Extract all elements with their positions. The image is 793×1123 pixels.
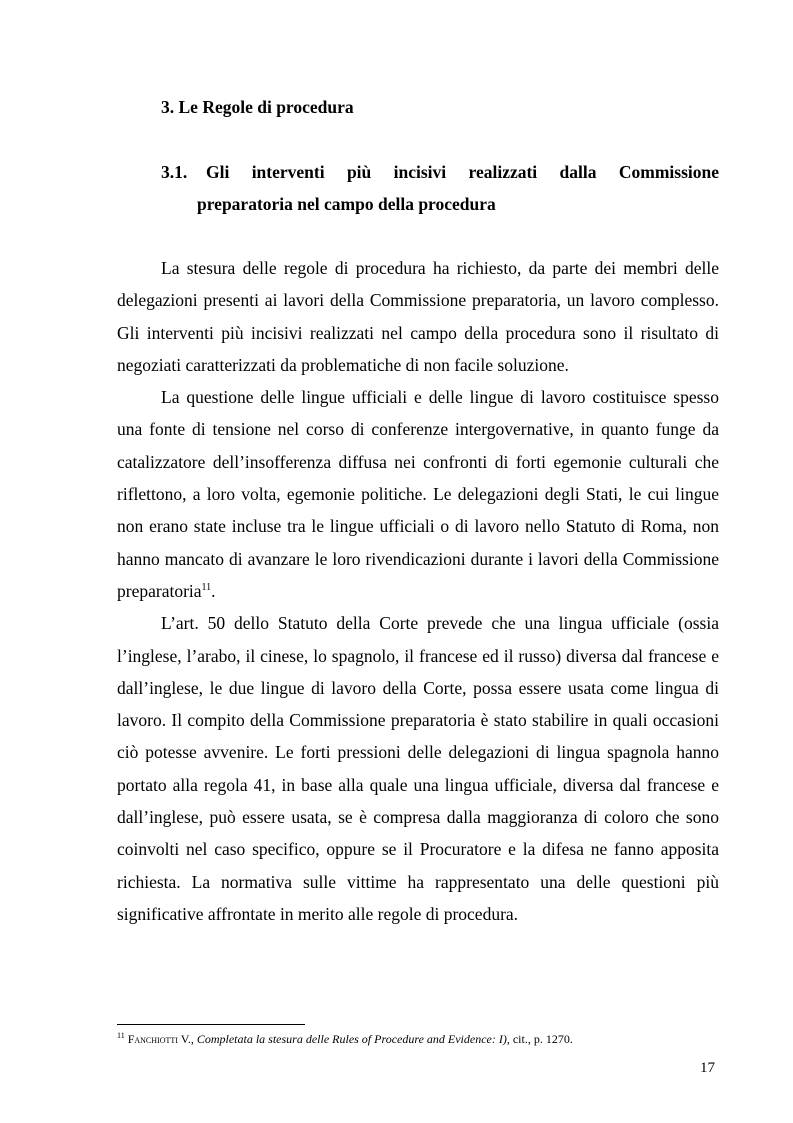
body-text	[117, 252, 719, 930]
page-number: 17	[700, 1060, 715, 1076]
footnote-number: 11	[117, 1031, 125, 1040]
subsection-title-line-2: preparatoria nel campo della procedura	[197, 194, 496, 214]
footnote-author: Fanchiotti V.,	[127, 1032, 194, 1046]
paragraph-3: L’art. 50 dello Statuto della Corte prevede che una lingua ufficiale (ossia l’inglese, l’arabo, il cinese, lo spagnolo, il francese ed il russo) diversa dal francese e dall’inglese, le due lingue di lavoro della Corte, possa essere usata come lingua di lavoro. Il compito della Commissione preparatoria è stato stabilire in quali occasioni ciò potesse avvenire. Le forti pressioni delle delegazioni di lingua spagnola hanno portato alla regola 41, in base alla quale una lingua ufficiale, diversa dal francese e dall’inglese, può essere usata, se è compresa dalla maggioranza di coloro che sono coinvolti nel caso specifico, oppure se il Procuratore e la difesa ne fanno apposita richiesta. La normativa sulle vittime ha rappresentato una delle questioni più significative affrontate in merito alle regole di procedura.	[117, 613, 719, 924]
footnote-11	[117, 1031, 719, 1047]
subsection-title-line-1: Gli interventi più incisivi realizzati dalla Commissione	[206, 162, 719, 182]
footnote-citation: , cit., p. 1270.	[506, 1032, 573, 1046]
subsection-number: 3.1.	[161, 162, 188, 182]
footnote-ref-11[interactable]: 11	[201, 582, 212, 594]
paragraph-1: La stesura delle regole di procedura ha richiesto, da parte dei membri delle delegazioni presenti ai lavori della Commissione preparatoria, un lavoro complesso. Gli interventi più incisivi realizzati nel campo della procedura sono il risultato di negoziati caratterizzati da problematiche di non facile soluzione.	[117, 258, 719, 375]
section-heading: 3. Le Regole di procedura	[161, 97, 354, 117]
footnote-separator	[117, 1024, 305, 1025]
footnote-title: Completata la stesura delle Rules of Procedure and Evidence: I)	[196, 1032, 507, 1046]
subsection-heading	[161, 156, 719, 214]
paragraph-2	[117, 381, 719, 607]
paragraph-2-end: .	[211, 580, 216, 601]
paragraph-2-text: La questione delle lingue ufficiali e delle lingue di lavoro costituisce spesso una fonte di tensione nel corso di conferenze intergovernative, in quanto funge da catalizzatore dell’insofferenza diffusa nei confronti di forti egemonie culturali che riflettono, a loro volta, egemonie politiche. Le delegazioni degli Stati, le cui lingue non erano state incluse tra le lingue ufficiali o di lavoro nello Statuto di Roma, non hanno mancato di avanzare le loro rivendicazioni durante i lavori della Commissione preparatoria	[117, 387, 719, 601]
